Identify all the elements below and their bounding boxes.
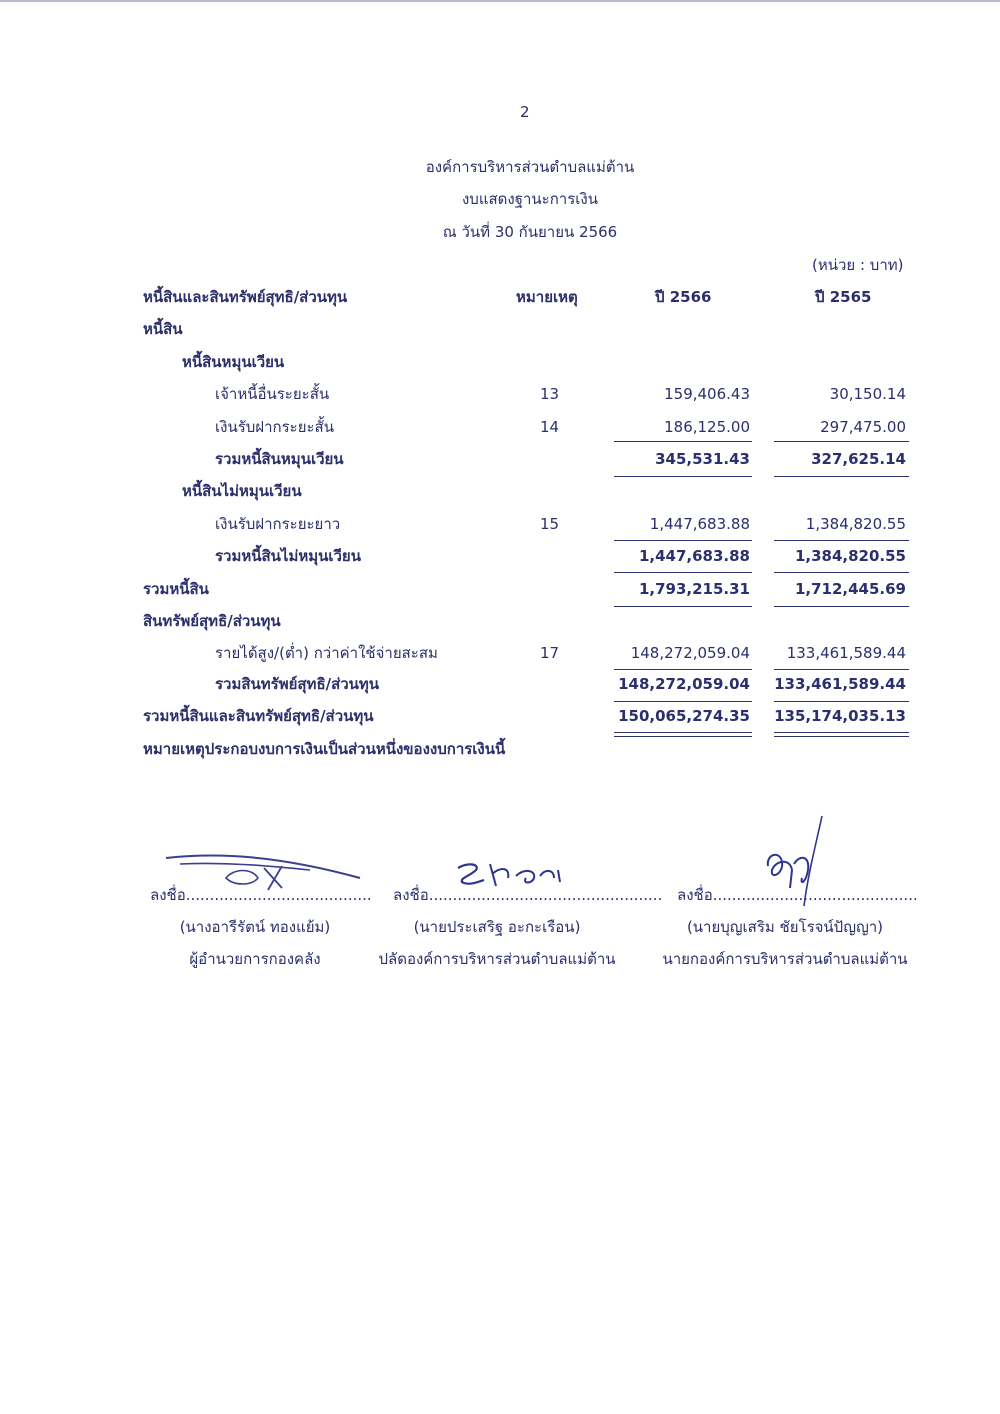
row-value-prev: 133,461,589.44	[786, 644, 906, 662]
double-underline	[774, 732, 909, 737]
row-label: รวมหนี้สินหมุนเวียน	[215, 450, 344, 468]
signer-title: นายกองค์การบริหารส่วนตำบลแม่ต้าน	[662, 950, 908, 968]
underline	[614, 572, 752, 573]
page-number: 2	[520, 103, 530, 121]
row-value-cur: 150,065,274.35	[618, 707, 750, 725]
statement-title: งบแสดงฐานะการเงิน	[461, 190, 598, 208]
underline	[614, 701, 752, 702]
row-value-prev: 327,625.14	[811, 450, 906, 468]
col-header-cur: ปี 2566	[655, 288, 712, 306]
underline	[614, 606, 752, 607]
underline	[774, 540, 909, 541]
row-value-cur: 186,125.00	[664, 418, 750, 436]
underline	[774, 701, 909, 702]
row-label: เงินรับฝากระยะสั้น	[215, 418, 334, 436]
row-label: หนี้สิน	[143, 320, 183, 338]
underline	[774, 572, 909, 573]
row-value-cur: 345,531.43	[655, 450, 750, 468]
underline	[614, 669, 752, 670]
row-label: รวมหนี้สินไม่หมุนเวียน	[215, 547, 361, 565]
row-note: 15	[540, 515, 560, 533]
row-value-prev: 1,384,820.55	[805, 515, 906, 533]
row-value-prev: 297,475.00	[820, 418, 906, 436]
underline	[774, 476, 909, 477]
row-label: เจ้าหนี้อื่นระยะสั้น	[215, 385, 330, 403]
double-underline	[614, 732, 752, 737]
statement-date: ณ วันที่ 30 กันยายน 2566	[442, 223, 618, 241]
signature-line: ลงชื่อ.................................................	[393, 886, 663, 904]
row-note: 14	[540, 418, 560, 436]
row-label: รวมสินทรัพย์สุทธิ/ส่วนทุน	[215, 675, 380, 693]
col-header-note: หมายเหตุ	[516, 288, 578, 306]
signer-name: (นายประเสริฐ อะกะเรือน)	[413, 918, 581, 936]
underline	[614, 441, 752, 442]
row-value-prev: 30,150.14	[829, 385, 906, 403]
signer-name: (นางอารีรัตน์ ทองแย้ม)	[179, 918, 331, 936]
row-note: 17	[540, 644, 560, 662]
row-value-prev: 133,461,589.44	[774, 675, 906, 693]
row-value-prev: 1,712,445.69	[794, 580, 906, 598]
row-label: หนี้สินไม่หมุนเวียน	[182, 482, 302, 500]
scan-edge	[0, 0, 1000, 2]
col-header-prev: ปี 2565	[815, 288, 872, 306]
row-value-cur: 159,406.43	[664, 385, 750, 403]
signer-name: (นายบุญเสริม ชัยโรจน์ปัญญา)	[686, 918, 884, 936]
row-note: 13	[540, 385, 560, 403]
row-label: หนี้สินหมุนเวียน	[182, 353, 285, 371]
underline	[774, 441, 909, 442]
row-value-cur: 148,272,059.04	[630, 644, 750, 662]
col-header-item: หนี้สินและสินทรัพย์สุทธิ/ส่วนทุน	[143, 288, 348, 306]
underline	[774, 606, 909, 607]
row-value-cur: 1,447,683.88	[638, 547, 750, 565]
signer-title: ผู้อำนวยการกองคลัง	[189, 950, 321, 968]
signer-title: ปลัดองค์การบริหารส่วนตำบลแม่ต้าน	[378, 950, 616, 968]
unit-label: (หน่วย : บาท)	[812, 256, 904, 274]
row-label: เงินรับฝากระยะยาว	[215, 515, 341, 533]
signature-line: ลงชื่อ.......................................	[150, 886, 372, 904]
row-label: รวมหนี้สินและสินทรัพย์สุทธิ/ส่วนทุน	[143, 707, 374, 725]
row-label: รายได้สูง/(ต่ำ) กว่าค่าใช้จ่ายสะสม	[215, 644, 438, 662]
underline	[774, 669, 909, 670]
row-label: สินทรัพย์สุทธิ/ส่วนทุน	[143, 612, 281, 630]
underline	[614, 540, 752, 541]
org-title: องค์การบริหารส่วนตำบลแม่ต้าน	[425, 158, 635, 176]
row-label: รวมหนี้สิน	[143, 580, 209, 598]
underline	[614, 476, 752, 477]
row-value-prev: 1,384,820.55	[794, 547, 906, 565]
footnote: หมายเหตุประกอบงบการเงินเป็นส่วนหนึ่งของงบการเงินนี้	[143, 740, 506, 758]
signature-line: ลงชื่อ...........................................	[677, 886, 918, 904]
row-value-cur: 148,272,059.04	[618, 675, 750, 693]
row-value-prev: 135,174,035.13	[774, 707, 906, 725]
row-value-cur: 1,793,215.31	[638, 580, 750, 598]
row-value-cur: 1,447,683.88	[649, 515, 750, 533]
